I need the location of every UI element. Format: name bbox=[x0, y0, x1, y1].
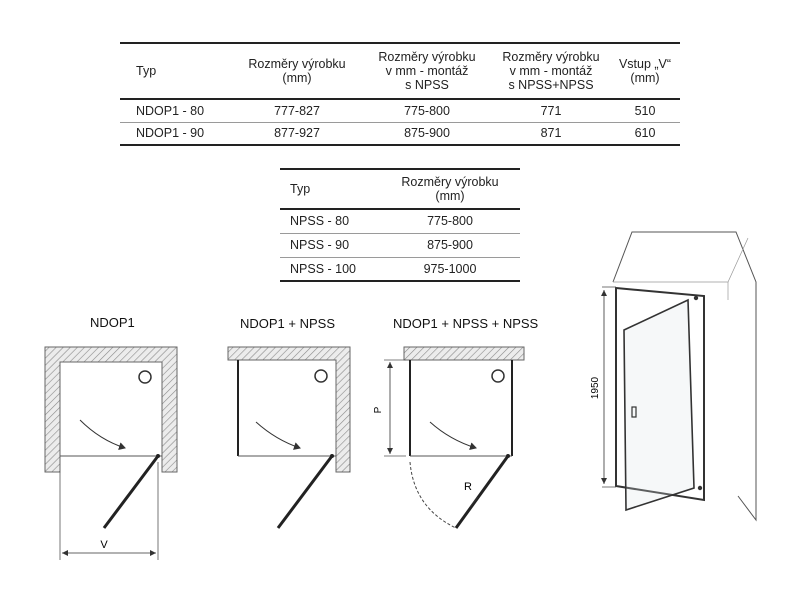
cell-entry: 610 bbox=[634, 126, 656, 141]
header-size-npss-npss: Rozměry výrobku v mm - montáž s NPSS+NPSS bbox=[502, 50, 600, 92]
diagram-ndop1-npss bbox=[228, 347, 350, 528]
cell-type: NPSS - 80 bbox=[290, 214, 350, 229]
cell-size-npss-npss: 871 bbox=[540, 126, 562, 141]
wall-top bbox=[404, 347, 524, 360]
shower-head-icon bbox=[315, 370, 327, 382]
cell-size: 875-900 bbox=[427, 238, 473, 252]
door-glass bbox=[624, 300, 694, 510]
cell-size-npss: 775-800 bbox=[404, 103, 450, 118]
swing-radius-arc bbox=[410, 462, 456, 528]
shower-3d-view bbox=[590, 232, 756, 520]
header-product-size: Rozměry výrobku (mm) bbox=[401, 175, 499, 203]
cell-type: NDOP1 - 90 bbox=[136, 126, 205, 141]
cell-size-npss: 875-900 bbox=[404, 126, 450, 141]
wall-corner bbox=[228, 347, 350, 472]
cell-size: 777-827 bbox=[274, 103, 320, 118]
label-p: P bbox=[373, 406, 384, 414]
header-entry-v: Vstup „V“ (mm) bbox=[618, 57, 672, 85]
header-typ: Typ bbox=[136, 64, 157, 78]
cell-type: NPSS - 90 bbox=[290, 238, 350, 252]
header-product-size: Rozměry výrobku (mm) bbox=[248, 57, 346, 85]
cell-size: 775-800 bbox=[427, 214, 473, 229]
cell-size-npss-npss: 771 bbox=[540, 103, 562, 118]
cell-entry: 510 bbox=[634, 103, 656, 118]
label-r: R bbox=[464, 481, 472, 493]
diagram-title-ndop1-npss: NDOP1 + NPSS bbox=[240, 316, 336, 331]
hinge-icon bbox=[330, 454, 334, 458]
door-leaf bbox=[278, 456, 332, 528]
cell-type: NPSS - 100 bbox=[290, 261, 357, 276]
hinge-icon bbox=[156, 454, 160, 458]
swing-arrow bbox=[80, 420, 125, 448]
swing-arrow bbox=[430, 422, 476, 448]
cell-size: 877-927 bbox=[274, 126, 320, 141]
header-size-npss: Rozměry výrobku v mm - montáž s NPSS bbox=[378, 50, 476, 92]
diagram-ndop1-npss-npss bbox=[373, 347, 524, 528]
hinge-icon bbox=[506, 454, 510, 458]
shower-head-icon bbox=[492, 370, 504, 382]
header-typ: Typ bbox=[290, 182, 311, 196]
height-label: 1950 bbox=[590, 376, 601, 400]
label-v: V bbox=[100, 539, 108, 551]
cell-size: 975-1000 bbox=[423, 261, 477, 276]
door-leaf bbox=[104, 456, 158, 528]
swing-arrow bbox=[256, 422, 300, 448]
shower-head-icon bbox=[139, 371, 151, 383]
cell-type: NDOP1 - 80 bbox=[136, 103, 205, 118]
diagram-title-ndop1: NDOP1 bbox=[90, 315, 135, 330]
diagram-ndop1 bbox=[45, 347, 177, 560]
diagram-title-ndop1-npss-npss: NDOP1 + NPSS + NPSS bbox=[393, 316, 539, 331]
wall-niche bbox=[45, 347, 177, 472]
